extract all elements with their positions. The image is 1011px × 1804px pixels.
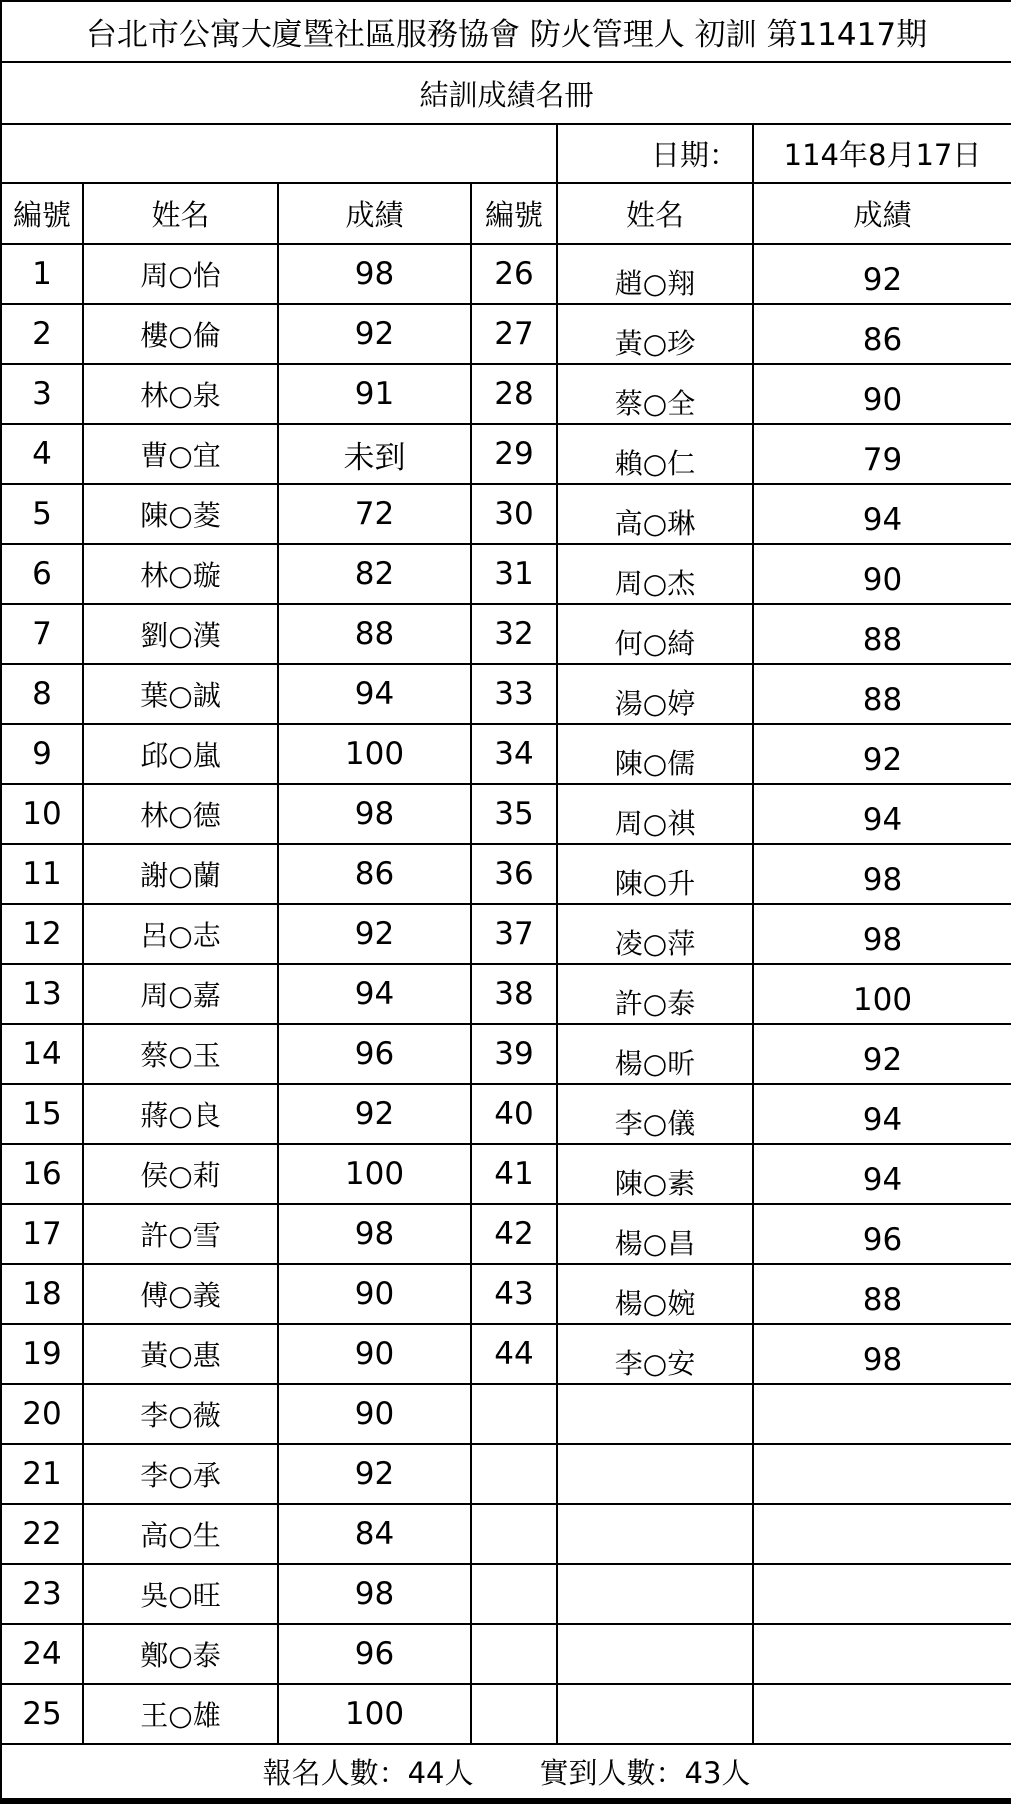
roster-score-cell: 92 (278, 1084, 471, 1144)
table-row (1, 424, 1011, 484)
roster-id-cell: 40 (471, 1084, 557, 1144)
roster-id-cell: 35 (471, 784, 557, 844)
roster-name-cell: 凌○萍 (557, 904, 753, 964)
table-row (1, 1204, 1011, 1264)
roster-id-cell: 38 (471, 964, 557, 1024)
roster-score-cell: 92 (753, 724, 1011, 784)
roster-id-cell: 36 (471, 844, 557, 904)
table-row (1, 484, 1011, 544)
roster-name-cell: 高○生 (83, 1504, 278, 1564)
roster-name-cell: 趙○翔 (557, 244, 753, 304)
roster-name-cell: 陳○升 (557, 844, 753, 904)
summary-row (1, 1744, 1011, 1801)
roster-id-cell: 29 (471, 424, 557, 484)
roster-name-cell: 林○璇 (83, 544, 278, 604)
roster-name-cell: 周○杰 (557, 544, 753, 604)
roster-name-cell: 傅○義 (83, 1264, 278, 1324)
roster-name-cell: 陳○素 (557, 1144, 753, 1204)
roster-score-cell: 98 (278, 1564, 471, 1624)
roster-score-cell (753, 1444, 1011, 1504)
roster-id-cell: 5 (1, 484, 83, 544)
roster-score-cell: 92 (753, 1024, 1011, 1084)
roster-id-cell (471, 1444, 557, 1504)
subtitle-row (1, 62, 1011, 124)
roster-name-cell: 劉○漢 (83, 604, 278, 664)
roster-name-cell: 楊○昌 (557, 1204, 753, 1264)
table-row (1, 1024, 1011, 1084)
roster-id-cell: 3 (1, 364, 83, 424)
table-row (1, 244, 1011, 304)
registered-count: 報名人數：44人 (262, 1756, 474, 1790)
date-label: 日期： (557, 124, 753, 183)
roster-score-cell: 91 (278, 364, 471, 424)
roster-score-cell: 88 (278, 604, 471, 664)
roster-score-cell: 90 (278, 1264, 471, 1324)
table-row (1, 1264, 1011, 1324)
roster-name-cell: 陳○儒 (557, 724, 753, 784)
roster-name-cell: 樓○倫 (83, 304, 278, 364)
roster-name-cell: 蔡○全 (557, 364, 753, 424)
table-row (1, 1444, 1011, 1504)
table-row (1, 1504, 1011, 1564)
roster-name-cell: 陳○菱 (83, 484, 278, 544)
roster-id-cell: 34 (471, 724, 557, 784)
roster-name-cell: 楊○婉 (557, 1264, 753, 1324)
header-score-right: 成績 (753, 183, 1011, 244)
roster-score-cell: 84 (278, 1504, 471, 1564)
roster-score-cell (753, 1564, 1011, 1624)
roster-score-cell: 82 (278, 544, 471, 604)
roster-id-cell: 2 (1, 304, 83, 364)
roster-name-cell: 李○儀 (557, 1084, 753, 1144)
roster-score-cell: 100 (278, 1684, 471, 1744)
roster-id-cell (471, 1504, 557, 1564)
roster-id-cell: 20 (1, 1384, 83, 1444)
roster-name-cell: 林○泉 (83, 364, 278, 424)
roster-name-cell: 周○嘉 (83, 964, 278, 1024)
title-row (1, 1, 1011, 62)
table-row (1, 604, 1011, 664)
header-name-right: 姓名 (557, 183, 753, 244)
roster-name-cell: 楊○昕 (557, 1024, 753, 1084)
roster-id-cell: 15 (1, 1084, 83, 1144)
roster-score-cell: 94 (278, 664, 471, 724)
roster-name-cell: 黃○珍 (557, 304, 753, 364)
roster-score-cell: 90 (278, 1384, 471, 1444)
roster-score-cell: 72 (278, 484, 471, 544)
roster-id-cell: 37 (471, 904, 557, 964)
roster-name-cell: 高○琳 (557, 484, 753, 544)
roster-score-cell: 94 (753, 1144, 1011, 1204)
roster-name-cell: 鄭○泰 (83, 1624, 278, 1684)
roster-name-cell: 蔣○良 (83, 1084, 278, 1144)
roster-name-cell (557, 1564, 753, 1624)
roster-id-cell: 28 (471, 364, 557, 424)
table-row (1, 844, 1011, 904)
table-row (1, 1084, 1011, 1144)
table-row (1, 964, 1011, 1024)
roster-name-cell: 許○泰 (557, 964, 753, 1024)
summary-cell (1, 1744, 1011, 1801)
table-row (1, 364, 1011, 424)
table-row (1, 1144, 1011, 1204)
roster-name-cell: 許○雪 (83, 1204, 278, 1264)
roster-id-cell: 18 (1, 1264, 83, 1324)
roster-name-cell: 周○祺 (557, 784, 753, 844)
roster-name-cell (557, 1684, 753, 1744)
roster-id-cell (471, 1384, 557, 1444)
roster-id-cell: 24 (1, 1624, 83, 1684)
roster-id-cell: 30 (471, 484, 557, 544)
roster-score-cell (753, 1384, 1011, 1444)
table-row (1, 1564, 1011, 1624)
roster-name-cell: 曹○宜 (83, 424, 278, 484)
roster-score-cell (753, 1684, 1011, 1744)
roster-id-cell (471, 1624, 557, 1684)
roster-name-cell: 呂○志 (83, 904, 278, 964)
roster-score-cell: 92 (278, 1444, 471, 1504)
roster-id-cell: 6 (1, 544, 83, 604)
roster-score-cell: 98 (278, 244, 471, 304)
roster-score-cell: 86 (753, 304, 1011, 364)
roster-score-cell: 88 (753, 664, 1011, 724)
table-row (1, 724, 1011, 784)
roster-score-cell: 98 (278, 1204, 471, 1264)
roster-id-cell: 19 (1, 1324, 83, 1384)
roster-score-cell: 86 (278, 844, 471, 904)
roster-id-cell (471, 1564, 557, 1624)
roster-score-cell (753, 1504, 1011, 1564)
roster-id-cell: 32 (471, 604, 557, 664)
roster-score-cell: 92 (278, 304, 471, 364)
roster-name-cell: 侯○莉 (83, 1144, 278, 1204)
roster-score-cell: 94 (753, 784, 1011, 844)
roster-id-cell: 42 (471, 1204, 557, 1264)
roster-score-cell: 98 (753, 904, 1011, 964)
roster-id-cell: 31 (471, 544, 557, 604)
table-row (1, 304, 1011, 364)
roster-id-cell: 13 (1, 964, 83, 1024)
roster-score-cell: 未到 (278, 424, 471, 484)
roster-id-cell: 39 (471, 1024, 557, 1084)
roster-score-cell: 94 (278, 964, 471, 1024)
roster-name-cell (557, 1444, 753, 1504)
header-name-left: 姓名 (83, 183, 278, 244)
roster-id-cell: 4 (1, 424, 83, 484)
roster-name-cell: 湯○婷 (557, 664, 753, 724)
table-row (1, 1684, 1011, 1744)
table-row (1, 1624, 1011, 1684)
roster-name-cell (557, 1504, 753, 1564)
document-subtitle: 結訓成績名冊 (1, 62, 1011, 124)
roster-id-cell: 14 (1, 1024, 83, 1084)
roster-id-cell: 44 (471, 1324, 557, 1384)
roster-name-cell (557, 1624, 753, 1684)
table-row (1, 904, 1011, 964)
roster-id-cell: 9 (1, 724, 83, 784)
table-row (1, 1384, 1011, 1444)
roster-id-cell: 1 (1, 244, 83, 304)
roster-name-cell: 周○怡 (83, 244, 278, 304)
table-row (1, 544, 1011, 604)
empty-cell (1, 124, 557, 183)
header-score-left: 成績 (278, 183, 471, 244)
roster-score-cell: 92 (753, 244, 1011, 304)
roster-score-cell: 98 (753, 1324, 1011, 1384)
roster-id-cell: 23 (1, 1564, 83, 1624)
table-row (1, 664, 1011, 724)
roster-id-cell: 41 (471, 1144, 557, 1204)
roster-name-cell: 何○綺 (557, 604, 753, 664)
roster-score-cell: 100 (278, 724, 471, 784)
document-title: 台北市公寓大廈暨社區服務協會 防火管理人 初訓 第11417期 (1, 1, 1011, 62)
roster-name-cell: 林○德 (83, 784, 278, 844)
roster-rows (1, 244, 1011, 1744)
roster-score-cell: 90 (278, 1324, 471, 1384)
roster-id-cell: 8 (1, 664, 83, 724)
roster-score-cell: 96 (753, 1204, 1011, 1264)
roster-score-cell: 98 (753, 844, 1011, 904)
roster-score-cell: 90 (753, 544, 1011, 604)
roster-id-cell: 17 (1, 1204, 83, 1264)
roster-score-cell: 88 (753, 1264, 1011, 1324)
roster-score-cell: 94 (753, 484, 1011, 544)
date-value: 114年8月17日 (753, 124, 1011, 183)
roster-score-cell: 94 (753, 1084, 1011, 1144)
roster-id-cell: 22 (1, 1504, 83, 1564)
roster-id-cell: 21 (1, 1444, 83, 1504)
roster-score-cell: 100 (753, 964, 1011, 1024)
roster-id-cell: 27 (471, 304, 557, 364)
date-row (1, 124, 1011, 183)
roster-id-cell: 10 (1, 784, 83, 844)
roster-id-cell: 33 (471, 664, 557, 724)
roster-id-cell: 16 (1, 1144, 83, 1204)
roster-name-cell: 蔡○玉 (83, 1024, 278, 1084)
roster-name-cell: 賴○仁 (557, 424, 753, 484)
roster-name-cell (557, 1384, 753, 1444)
roster-score-cell: 96 (278, 1024, 471, 1084)
column-header-row (1, 183, 1011, 244)
roster-score-cell: 90 (753, 364, 1011, 424)
roster-id-cell: 12 (1, 904, 83, 964)
roster-score-cell: 92 (278, 904, 471, 964)
roster-score-cell: 79 (753, 424, 1011, 484)
roster-id-cell (471, 1684, 557, 1744)
roster-score-cell: 88 (753, 604, 1011, 664)
roster-name-cell: 李○薇 (83, 1384, 278, 1444)
attended-count: 實到人數：43人 (539, 1756, 751, 1790)
roster-name-cell: 吳○旺 (83, 1564, 278, 1624)
header-id-right: 編號 (471, 183, 557, 244)
roster-name-cell: 謝○蘭 (83, 844, 278, 904)
header-id-left: 編號 (1, 183, 83, 244)
roster-name-cell: 李○安 (557, 1324, 753, 1384)
roster-name-cell: 黃○惠 (83, 1324, 278, 1384)
roster-id-cell: 11 (1, 844, 83, 904)
roster-score-cell: 96 (278, 1624, 471, 1684)
roster-score-cell: 98 (278, 784, 471, 844)
roster-score-cell: 100 (278, 1144, 471, 1204)
roster-name-cell: 王○雄 (83, 1684, 278, 1744)
table-row (1, 1324, 1011, 1384)
roster-id-cell: 25 (1, 1684, 83, 1744)
roster-score-cell (753, 1624, 1011, 1684)
roster-name-cell: 葉○誠 (83, 664, 278, 724)
roster-id-cell: 26 (471, 244, 557, 304)
roster-id-cell: 43 (471, 1264, 557, 1324)
roster-name-cell: 李○承 (83, 1444, 278, 1504)
table-row (1, 784, 1011, 844)
roster-id-cell: 7 (1, 604, 83, 664)
roster-name-cell: 邱○嵐 (83, 724, 278, 784)
